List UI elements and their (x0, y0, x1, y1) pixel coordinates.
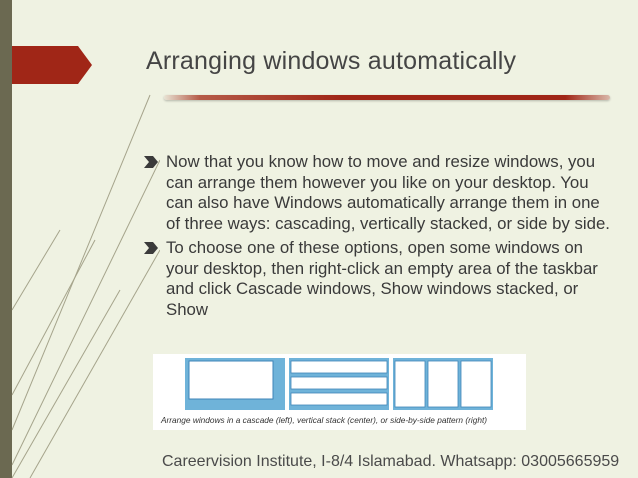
arrow-bullet-icon (144, 242, 158, 254)
footer-text: Careervision Institute, I-8/4 Islamabad. Whatsapp: 03005665959 (162, 453, 620, 470)
bullet-list (144, 152, 614, 322)
bullet-text: To choose one of these options, open some windows on your desktop, then right-click an empty area of the taskbar and click Cascade windows, Show windows stacked, or Show (166, 238, 598, 319)
figure-caption: Arrange windows in a cascade (left), vertical stack (center), or side-by-side pattern (right) (161, 415, 488, 425)
arrow-bullet-icon (144, 156, 158, 168)
window-arrangement-figure (153, 354, 526, 430)
title-arrow-tab (12, 46, 92, 84)
bullet-item (144, 238, 614, 322)
bullet-text: Now that you know how to move and resize windows, you can arrange them however you like on your desktop. You can also have Windows automatically arrange them in one of three ways: cascading, vertically stacked, or side by side. (166, 152, 610, 233)
window-arrangement-illustration (185, 358, 493, 410)
slide-title: Arranging windows automatically (146, 47, 517, 75)
title-underline (164, 95, 610, 100)
bullet-item (144, 152, 614, 234)
